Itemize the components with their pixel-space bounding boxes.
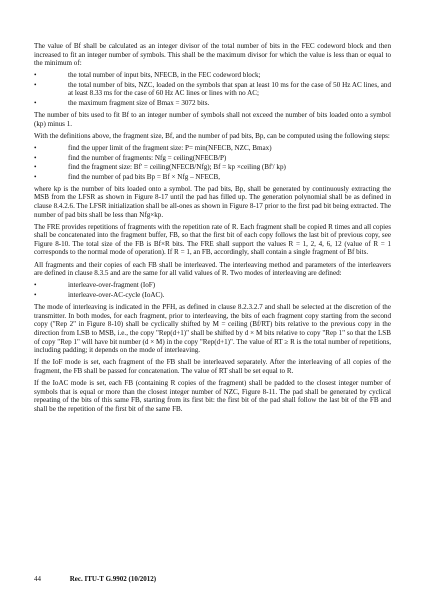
paragraph-bf-calculation: The value of Bf shall be calculated as an integer divisor of the total number of bits in the FEC codeword block and then increased to fit an integer number of symbols. This shall be the maximum divisor for which the value is less than or equal to the minimum of: xyxy=(34,42,391,68)
bullet-list-minimum-of xyxy=(34,71,391,107)
bullet-glyph: • xyxy=(34,172,37,181)
paragraph-interleaving-mode: The mode of interleaving is indicated in the PFH, as defined in clause 8.2.3.2.7 and shall be selected at the discretion of the transmitter. In both modes, for each fragment, prior to interleaving, the bits of each fragment copy starting from the second copy ("Rep 2" in Figure 8-10) shall be cyclically shifted by M = ceiling (Bf/RT) bits relative to the previous copy in the direction from LSB to MSB, i.e., the copy "Rep(d+1)" shall be shifted by d × M bits relative to copy "Rep 1" so that the LSB of copy "Rep 1" will have bit number (d × M) in the copy "Rep(d+1)". The value of RT ≥ R is the total number of repetitions, including padding; it depends on the mode of interleaving. xyxy=(34,303,391,355)
bullet-glyph: • xyxy=(34,163,37,172)
list-item: • find the number of fragments: Nfg = ceiling(NFECB/P) xyxy=(34,153,227,162)
paragraph-ioac-mode: If the IoAC mode is set, each FB (containing R copies of the fragment) shall be padded to the closest integer number of symbols that is equal or more than the closest integer number of NZC, Figure 8-11. The pad shall be generated by cyclical repeating of the bits of this same FB, starting from its first bit: the first bit of the pad shall follow the last bit of the FB and shall be the repetition of the first bit of the same FB. xyxy=(34,379,391,413)
list-item: • find the upper limit of the fragment size: P= min(NFECB, NZC, Bmax) xyxy=(34,144,272,153)
page-body xyxy=(34,42,391,417)
paragraph-pad-bits: where kp is the number of bits loaded onto a symbol. The pad bits, Bp, shall be generated by continuously extracting the MSB from the LFSR as shown in Figure 8-17 until the pad has filled up. The generation polynomial shall be as defined in clause 8.4.2.6. The LFSR initialization shall be all-ones as shown in Figure 8-17 prior to the first pad bit being extracted. The number of pad bits shall be less than Nfg×kp. xyxy=(34,184,391,219)
bullet-glyph: • xyxy=(34,290,37,299)
paragraph-fit-bits: The number of bits used to fit Bf to an integer number of symbols shall not exceed the number of bits loaded onto a symbol (kp) minus 1. xyxy=(34,111,391,128)
bullet-list-steps xyxy=(34,144,391,181)
list-item: • find the fragment size: Bf' = ceiling(NFECB/Nfg); Bf = kp ×ceiling (Bf'/ kp) xyxy=(34,163,286,172)
recommendation-id: Rec. ITU-T G.9902 (10/2012) xyxy=(69,575,157,583)
bullet-glyph: • xyxy=(34,281,37,290)
bullet-glyph: • xyxy=(34,144,37,153)
page-number: 44 xyxy=(34,575,41,583)
paragraph-fre-repetitions: The FRE provides repetitions of fragments with the repetition rate of R. Each fragment shall be copied R times and all copies shall be concatenated into the fragment buffer, FB, so that the first bit of each copy follows the last bit of previous copy, see Figure 8-10. The total size of the FB is Bf×R bits. The FRE shall support the values R = 1, 2, 4, 6, 12 (value of R = 1 corresponds to the normal mode of operation). If R = 1, an FB, accordingly, shall contain a single fragment of Bf bits. xyxy=(34,222,391,257)
bullet-list-interleave-modes xyxy=(34,281,391,299)
bullet-glyph: • xyxy=(34,98,37,107)
list-item: • the total number of input bits, NFECB, in the FEC codeword block; xyxy=(34,71,261,80)
bullet-glyph: • xyxy=(34,153,37,162)
paragraph-definitions: With the definitions above, the fragment size, Bf, and the number of pad bits, Bp, can be computed using the following steps: xyxy=(34,131,390,140)
list-item: • the total number of bits, NZC, loaded on the symbols that span at least 10 ms for the case of 50 Hz AC lines, and at least 8.33 ms for the case of 60 Hz AC lines or lines with no AC; xyxy=(34,80,391,98)
list-item: • interleave-over-AC-cycle (IoAC). xyxy=(34,290,165,299)
bullet-glyph: • xyxy=(34,80,37,89)
list-item: • the maximum fragment size of Bmax = 3072 bits. xyxy=(34,98,210,107)
page-footer xyxy=(34,575,391,584)
list-item: • interleave-over-fragment (IoF) xyxy=(34,281,156,290)
paragraph-interleaving-intro: All fragments and their copies of each FB shall be interleaved. The interleaving method and parameters of the interleavers are defined in clause 8.3.5 and are the same for all valid values of R. Two modes of interleaving are defined: xyxy=(34,260,391,278)
bullet-glyph: • xyxy=(34,71,37,80)
list-item: • find the number of pad bits Bp = Bf × Nfg – NFECB, xyxy=(34,172,221,181)
paragraph-iof-mode: If the IoF mode is set, each fragment of the FB shall be interleaved separately. After the interleaving of all copies of the fragment, the FB shall be passed for concatenation. The value of RT shall be set equal to R. xyxy=(34,358,391,375)
